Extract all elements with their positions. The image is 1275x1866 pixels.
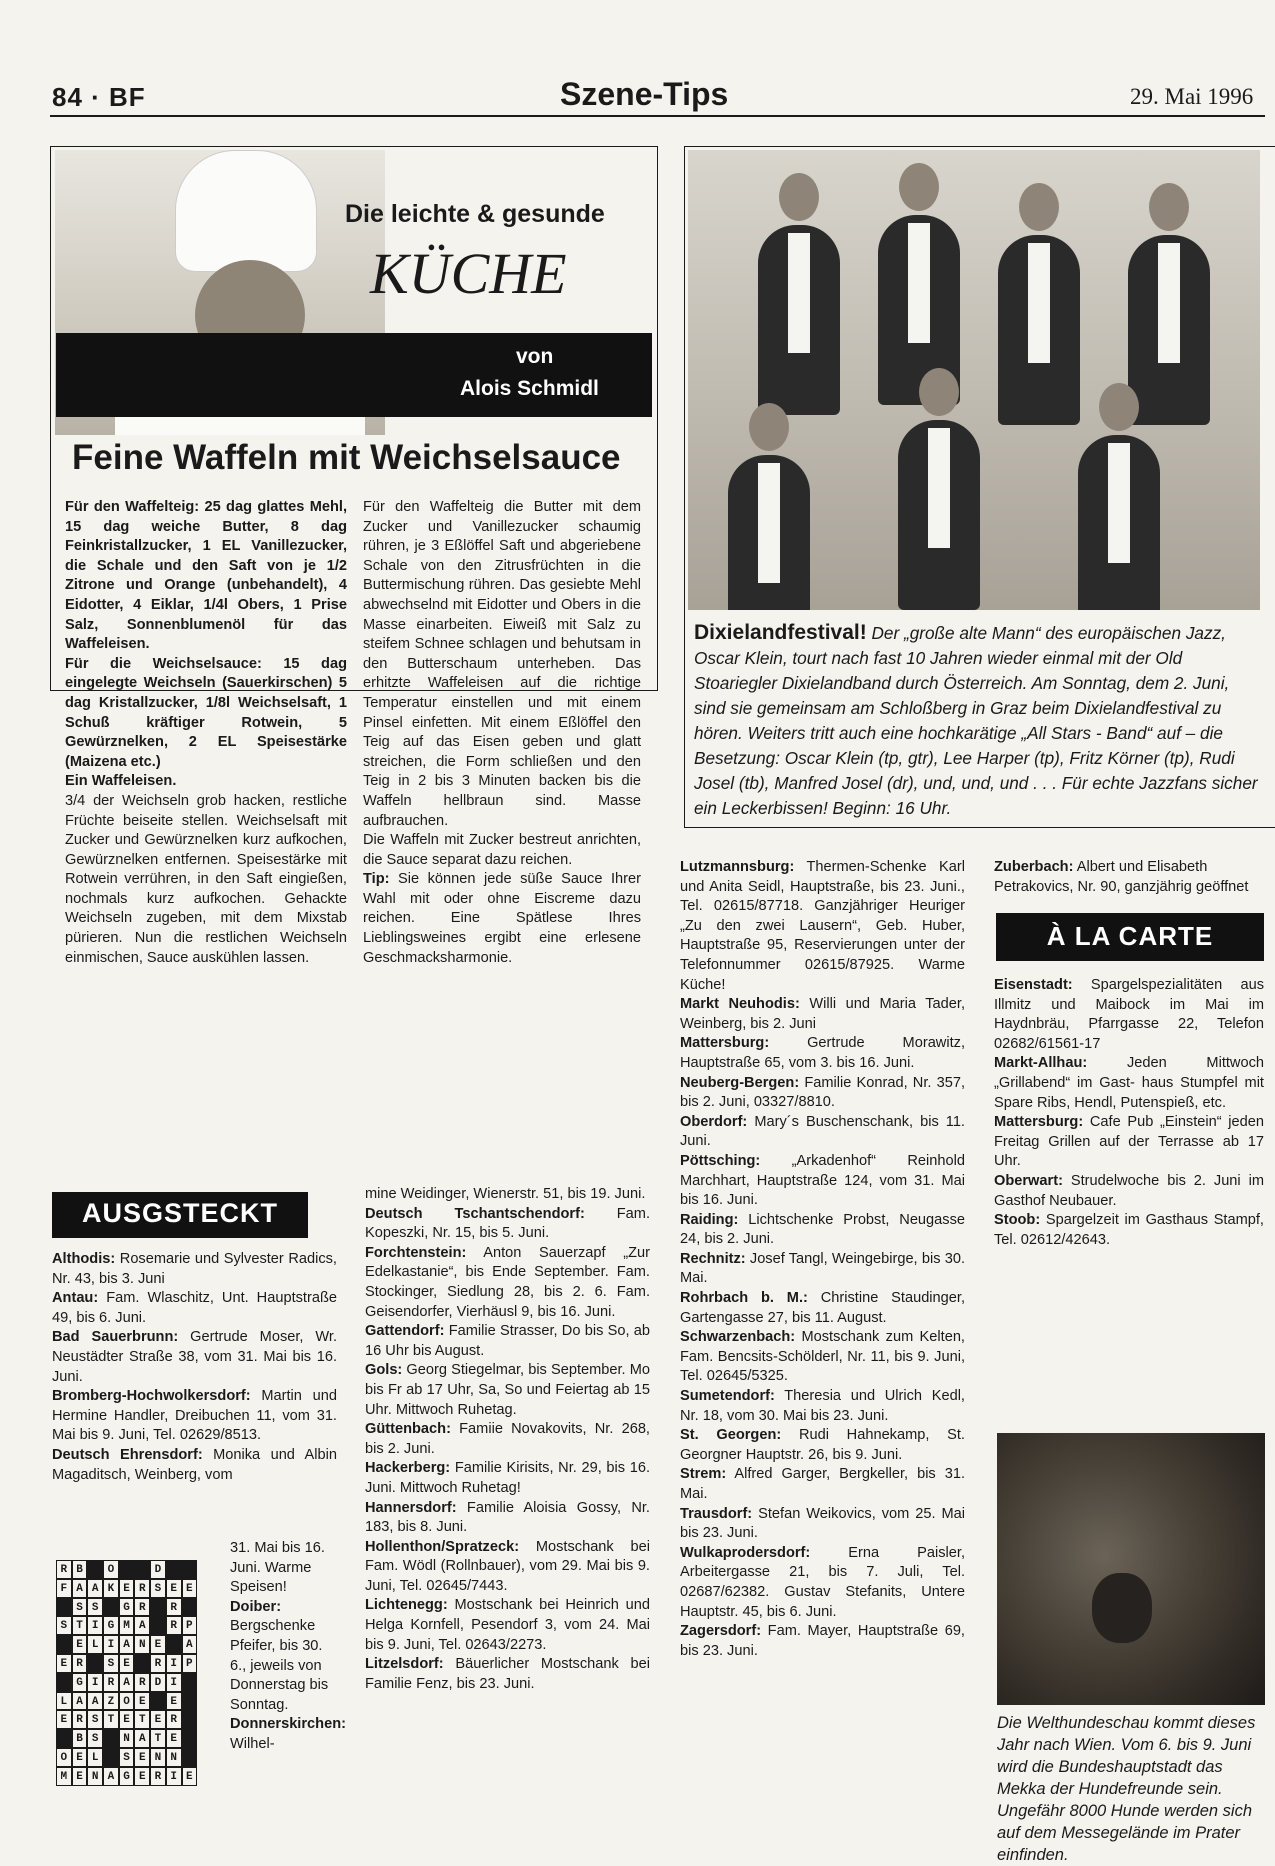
author-name: Alois Schmidl [460, 377, 599, 400]
crossword-cell: S [150, 1579, 166, 1598]
place-text: Strudelwoche bis 2. Juni im Gasthof Neubauer. [994, 1172, 1264, 1209]
recipe-tip [363, 870, 641, 968]
place-name: Doiber: [230, 1598, 282, 1615]
crossword-cell: R [103, 1673, 119, 1692]
dixie-text: Der „große alte Mann“ des europäischen Jazz, Oscar Klein, tourt nach fast 10 Jahren wieder einmal mit der Old Stoariegler Dixielandband durch Österreich. Am Sonntag, dem 2. Juni, sind sie gemeinsam am Schloßberg in Graz beim Dixielandfestival zu hören. Weiters tritt auch eine hochkarätige „All Stars - Band“ auf – die Besetzung: Oscar Klein (tp, gtr), Lee Harper (tp), Fritz Körner (tp), Rudi Josel (tb), Manfred Josel (dr), und, und, und . . . Für echte Jazzfans sicher ein Leckerbissen! Beginn: 16 Uhr. [694, 623, 1258, 818]
place-text: Georg Stiegelmar, bis September. Mo bis Fr ab 17 Uhr, Sa, So und Feiertag ab 15 Uhr. Mittwoch Ruhetag. [365, 1362, 650, 1418]
crossword-cell: A [134, 1729, 150, 1748]
place-text: Theresia und Ulrich Kedl, Nr. 18, vom 30. Mai bis 23. Juni. [680, 1388, 965, 1424]
crossword-cell: B [72, 1729, 88, 1748]
crossword-row [56, 1710, 213, 1729]
place-text: Familie Strasser, Do bis So, ab 16 Uhr bis August. [365, 1323, 650, 1359]
crossword-cell: T [150, 1729, 166, 1748]
crossword-cell: T [134, 1710, 150, 1729]
crossword-cell: N [166, 1748, 182, 1767]
ingredient-paragraph: 3/4 der Weichseln grob hacken, restliche Früchte beiseite stellen. Weichselsaft mit Zucker und Gewürznelken kurz aufkochen, Gewürznelken entfernen. Speisestärke mit Rotwein verrühren, in den Saft eingießen, nochmals kurz aufkochen. Gehackte Weichseln zugeben, mit dem Mixstab pürieren. Nun die restlichen Weichseln einmischen, Sauce auskühlen lassen. [65, 792, 347, 966]
place-name: Güttenbach: [365, 1421, 451, 1438]
place-text: Wilhel- [230, 1735, 275, 1752]
place-name: Antau: [52, 1290, 99, 1307]
place-name: Mattersburg: [994, 1114, 1084, 1131]
crossword-cell: E [56, 1710, 72, 1729]
recipe-title: Feine Waffeln mit Weichselsauce [72, 438, 621, 477]
place-name: Zagersdorf: [680, 1623, 762, 1640]
list-item [994, 858, 1264, 897]
list-item [365, 1655, 650, 1694]
place-name: Neuberg-Bergen: [680, 1074, 800, 1091]
crossword-row [56, 1598, 213, 1617]
list-item [365, 1420, 650, 1459]
crossword-cell [134, 1560, 150, 1579]
list-item [52, 1250, 337, 1289]
place-name: Oberwart: [994, 1172, 1063, 1189]
place-name: St. Georgen: [680, 1427, 782, 1444]
place-name: Stoob: [994, 1212, 1041, 1229]
crossword-cell: I [87, 1616, 103, 1635]
crossword-cell: E [119, 1579, 135, 1598]
crossword-cell: O [56, 1748, 72, 1767]
place-text: Fam. Mayer, Hauptstraße 69, bis 23. Juni. [680, 1623, 965, 1659]
place-name: Gols: [365, 1362, 403, 1379]
crossword-cell: N [119, 1729, 135, 1748]
place-name: Hollenthon/Spratzeck: [365, 1538, 520, 1555]
instructions-text: Für den Waffelteig die Butter mit dem Zucker und Vanillezucker schaumig rühren, je 3 Eßlöffel Saft und abgeriebene Schale von den Zitrusfrüchten in die Buttermischung rühren. Das gesiebte Mehl abwechselnd mit Eidotter und Obers in die Masse einarbeiten. Eiweiß mit Salz zu steifem Schnee schlagen und behutsam in den Butterschaum unterheben. Das erhitzte Waffeleisen auf die richtige Temperatur einstellen und mit einem Pinsel einfetten. Mit einem Eßlöffel den Teig auf das Eisen geben und glatt streichen, die Form schließen und den Teig in 2 bis 3 Minuten backen bis die Waffeln hellbraun sind. Masse aufbrauchen. [363, 499, 641, 829]
place-name: Bad Sauerbrunn: [52, 1329, 179, 1346]
list-item [680, 1289, 965, 1328]
crossword-cell: L [87, 1635, 103, 1654]
crossword-cell: B [72, 1560, 88, 1579]
place-name: Pöttsching: [680, 1152, 761, 1169]
crossword-cell: A [119, 1635, 135, 1654]
place-name: Sumetendorf: [680, 1388, 775, 1405]
crossword-row [56, 1767, 213, 1786]
crossword-cell [182, 1729, 198, 1748]
list-item [680, 1505, 965, 1544]
ingredient-paragraph: Ein Waffeleisen. [65, 773, 177, 790]
crossword-cell: O [119, 1692, 135, 1711]
crossword-cell: R [150, 1654, 166, 1673]
place-text: Familie Aloisia Gossy, Nr. 183, bis 8. Juni. [365, 1499, 650, 1536]
column-title: KÜCHE [370, 241, 567, 306]
list-item [680, 1622, 965, 1661]
place-text: mine Weidinger, Wienerstr. 51, bis 19. Juni. [365, 1186, 646, 1202]
list-item [365, 1596, 650, 1655]
place-name: Strem: [680, 1466, 727, 1483]
list-item [365, 1244, 650, 1322]
crossword-cell: O [103, 1560, 119, 1579]
crossword-row [56, 1748, 213, 1767]
place-name: Hannersdorf: [365, 1499, 457, 1516]
band-photo [688, 150, 1260, 610]
ingredient-paragraph: Für die Weichselsauce: 15 dag eingelegte Weichseln (Sauerkirschen) 5 dag Kristallzucker, 1/8l Weichselsaft, 1 Schuß kräftiger Rotwein, 5 Gewürznelken, 2 EL Speisestärke (Maizena etc.) [65, 655, 347, 770]
ausgsteckt-title: AUSGSTECKT [81, 1198, 278, 1228]
crossword-cell [166, 1635, 182, 1654]
list-item [680, 858, 965, 995]
cont-text: 31. Mai bis 16. Juni. Warme Speisen! [230, 1540, 325, 1596]
crossword-cell: E [150, 1710, 166, 1729]
place-text: Mostschank zum Kelten, Fam. Bencsits-Schölderl, Nr. 11, bis 9. Juni, Tel. 02645/5325. [680, 1329, 965, 1385]
crossword-cell [56, 1598, 72, 1617]
crossword-cell [182, 1673, 198, 1692]
list-item [52, 1289, 337, 1328]
issue-date: 29. Mai 1996 [1130, 84, 1254, 109]
list-item [680, 1426, 965, 1465]
list-item [680, 1034, 965, 1073]
author-von: von [516, 345, 554, 368]
crossword-cell [150, 1598, 166, 1617]
crossword-cell [150, 1616, 166, 1635]
crossword-cell: A [134, 1616, 150, 1635]
crossword-row [56, 1616, 213, 1635]
crossword-cell: S [87, 1598, 103, 1617]
crossword-row [56, 1673, 213, 1692]
crossword-cell: F [56, 1579, 72, 1598]
place-text: Fam. Wlaschitz, Unt. Hauptstraße 49, bis 6. Juni. [52, 1290, 337, 1326]
alacarte-title: À LA CARTE [1046, 921, 1214, 951]
crossword-cell: S [119, 1748, 135, 1767]
place-text: Mostschank bei Fam. Wödl (Rollnbauer), vom 29. Mai bis 9. Juni, Tel. 02645/7443. [365, 1538, 650, 1594]
place-name: Wulkaprodersdorf: [680, 1544, 811, 1561]
crossword-cell: R [166, 1598, 182, 1617]
crossword-cell [103, 1748, 119, 1767]
crossword-cell: N [134, 1635, 150, 1654]
list-item [680, 1211, 965, 1250]
crossword-cell: E [119, 1710, 135, 1729]
crossword-cell [87, 1654, 103, 1673]
crossword-cell [182, 1748, 198, 1767]
place-text: Rosemarie und Sylvester Radics, Nr. 43, bis 3. Juni [52, 1251, 337, 1287]
crossword-cell: E [134, 1748, 150, 1767]
crossword-cell: I [103, 1635, 119, 1654]
list-item [994, 1172, 1264, 1211]
place-text: Alfred Garger, Bergkeller, bis 31. Mai. [680, 1466, 965, 1502]
place-name: Mattersburg: [680, 1035, 770, 1052]
crossword-cell: E [72, 1748, 88, 1767]
crossword-cell: E [166, 1579, 182, 1598]
crossword-cell: R [166, 1710, 182, 1729]
place-text: Christine Staudinger, Gartengasse 27, bis 11. August. [680, 1290, 966, 1326]
crossword-row [56, 1692, 213, 1711]
place-name: Rechnitz: [680, 1250, 746, 1267]
crossword-cell [134, 1654, 150, 1673]
page-number: 84 · BF [52, 82, 146, 112]
crossword-cell: T [103, 1710, 119, 1729]
place-name: Althodis: [52, 1251, 116, 1267]
crossword-cell: R [56, 1560, 72, 1579]
place-text: Rudi Hahnekamp, St. Georgner Hauptstr. 26, bis 9. Juni. [680, 1427, 965, 1463]
crossword-cell: N [150, 1748, 166, 1767]
crossword-cell [87, 1560, 103, 1579]
list-item [365, 1205, 650, 1244]
crossword-row [56, 1635, 213, 1654]
crossword-row [56, 1579, 213, 1598]
crossword-cell: S [103, 1654, 119, 1673]
col3-listings [680, 858, 965, 1661]
crossword-cell: E [166, 1692, 182, 1711]
crossword-cell: A [87, 1692, 103, 1711]
crossword-cell: M [56, 1767, 72, 1786]
place-name: Deutsch Ehrensdorf: [52, 1446, 203, 1463]
place-text: Fam. Kopeszki, Nr. 15, bis 5. Juni. [365, 1205, 651, 1242]
crossword-cell: R [166, 1616, 182, 1635]
list-item [52, 1328, 337, 1387]
dixie-title: Dixielandfestival! [694, 621, 867, 644]
crossword-cell: R [72, 1710, 88, 1729]
crossword-cell [103, 1598, 119, 1617]
place-name: Deutsch Tschantschendorf: [365, 1205, 585, 1222]
place-text: Familie Kirisits, Nr. 29, bis 16. Juni. Mittwoch Ruhetag! [365, 1460, 650, 1496]
list-item [680, 1465, 965, 1504]
crossword-cell: E [182, 1579, 198, 1598]
place-text: Mary´s Buschenschank, bis 11. Juni. [680, 1113, 965, 1150]
crossword-cell: E [56, 1654, 72, 1673]
crossword-cell [182, 1710, 198, 1729]
col4-listings [994, 858, 1264, 897]
crossword-row [56, 1729, 213, 1748]
place-name: Markt-Allhau: [994, 1055, 1088, 1072]
list-item [680, 1250, 965, 1289]
crossword-cell: E [119, 1654, 135, 1673]
crossword-cell [182, 1560, 198, 1579]
place-name: Schwarzenbach: [680, 1329, 796, 1346]
place-text: Martin und Hermine Handler, Dreibuchen 11, vom 31. Mai bis 9. Juni, Tel. 02629/8513. [52, 1388, 337, 1444]
place-name: Raiding: [680, 1211, 739, 1228]
crossword-cell: E [134, 1692, 150, 1711]
crossword-cell: G [103, 1616, 119, 1635]
crossword-cell: E [134, 1767, 150, 1786]
crossword-cell: S [87, 1710, 103, 1729]
place-text: Stefan Weikovics, vom 25. Mai bis 23. Juni. [680, 1505, 965, 1542]
place-name: Trausdorf: [680, 1505, 753, 1522]
place-text: Willi und Maria Tader, Weinberg, bis 2. Juni [680, 996, 966, 1032]
crossword-cell: I [87, 1673, 103, 1692]
crossword-cell: D [150, 1673, 166, 1692]
crossword-cell: P [182, 1654, 198, 1673]
place-text: Bäuerlicher Mostschank bei Familie Fenz, bis 23. Juni. [365, 1656, 650, 1692]
crossword-cell [182, 1598, 198, 1617]
place-name: Hackerberg: [365, 1460, 451, 1477]
crossword-row [56, 1560, 213, 1579]
crossword-cell: K [103, 1579, 119, 1598]
crossword-cell: P [182, 1616, 198, 1635]
list-item [365, 1185, 650, 1205]
dog-caption: Die Welthundeschau kommt dieses Jahr nach Wien. Vom 6. bis 9. Juni wird die Bundeshauptstadt das Mekka der Hundefreunde sein. Ungefähr 8000 Hunde werden sich auf dem Messegelände im Prater einfinden. [997, 1714, 1256, 1864]
place-name: Gattendorf: [365, 1323, 445, 1340]
crossword-cell: L [56, 1692, 72, 1711]
crossword-cell [56, 1729, 72, 1748]
place-name: Litzelsdorf: [365, 1656, 444, 1673]
place-text: Cafe Pub „Einstein“ jeden Freitag Grillen auf der Terrasse ab 17 Uhr. [994, 1114, 1264, 1170]
recipe-instructions [363, 498, 641, 968]
place-text: Mostschank bei Heinrich und Helga Kornfell, Pesendorf 3, vom 24. Mai bis 9. Juni, Tel. 02643/2273. [365, 1597, 650, 1653]
list-item [994, 1054, 1264, 1113]
crossword-cell: S [56, 1616, 72, 1635]
crossword-cell: E [72, 1635, 88, 1654]
place-text: Anton Sauerzapf „Zur Edelkastanie“, bis Ende September. Fam. Stockinger, Siedlung 28, bis 2. 6. Fam. Geisendorfer, Vierhäusl 9, bis 16. Juni. [365, 1244, 650, 1320]
crossword-cell [182, 1692, 198, 1711]
place-text: Thermen-Schenke Karl und Anita Seidl, Hauptstraße, bis 23. Juni., Tel. 02615/87718. Ganzjähriger Heuriger „Zu den zwei Lausern“, Geb. Huber, Hauptstraße 95, Reservierungen unter der Telefonnummer 02615/87925. Warme Küche! [680, 859, 965, 993]
crossword-cell [150, 1692, 166, 1711]
dog-photo [997, 1433, 1265, 1705]
crossword-cell: A [103, 1767, 119, 1786]
place-text: Monika und Albin Magaditsch, Weinberg, vom [52, 1446, 337, 1483]
header-rule [50, 115, 1265, 117]
crossword-cell: G [119, 1767, 135, 1786]
list-item [680, 1152, 965, 1211]
place-name: Lichtenegg: [365, 1597, 448, 1614]
tip-label: Tip: [363, 871, 390, 888]
list-item [994, 1113, 1264, 1172]
crossword-cell: A [72, 1692, 88, 1711]
place-name: Eisenstadt: [994, 977, 1073, 993]
place-text: Albert und Elisabeth Petrakovics, Nr. 90, ganzjährig geöffnet [994, 859, 1249, 895]
ausgsteckt-listings [52, 1250, 337, 1485]
list-item [365, 1538, 650, 1597]
list-item [680, 1074, 965, 1113]
crossword-cell: G [119, 1598, 135, 1617]
list-item [230, 1598, 337, 1716]
crossword-cell: R [150, 1767, 166, 1786]
crossword-cell: R [72, 1654, 88, 1673]
place-text: Famiie Novakovits, Nr. 268, bis 2. Juni. [365, 1421, 650, 1457]
list-item [365, 1322, 650, 1361]
list-item [680, 995, 965, 1034]
ausgsteckt-cont [230, 1539, 346, 1755]
crossword-cell: R [134, 1579, 150, 1598]
place-text: Bergschenke Pfeifer, bis 30. 6., jeweils von Donnerstag bis Sonntag. [230, 1618, 329, 1713]
list-item [365, 1459, 650, 1498]
tip-text: Sie können jede süße Sauce Ihrer Wahl mit oder ohne Eiscreme dazu reichen. Eine Spätlese Ihres Lieblingsweines ergibt eine erlesene Geschmacksharmonie. [363, 871, 641, 966]
place-text: Gertrude Moser, Wr. Neustädter Straße 38, vom 31. Mai bis 16. Juni. [52, 1329, 337, 1385]
crossword-cell: Z [103, 1692, 119, 1711]
crossword-cell: E [150, 1635, 166, 1654]
place-text: Lichtschenke Probst, Neugasse 24, bis 2. Juni. [680, 1211, 965, 1248]
list-item [52, 1387, 337, 1446]
crossword-cell: D [150, 1560, 166, 1579]
place-name: Donnerskirchen: [230, 1716, 346, 1733]
list-item [680, 1113, 965, 1152]
crossword-cell: G [72, 1673, 88, 1692]
crossword-cell: A [119, 1673, 135, 1692]
crossword-cell: R [134, 1598, 150, 1617]
crossword-cell [166, 1560, 182, 1579]
place-name: Bromberg-Hochwolkersdorf: [52, 1388, 251, 1405]
crossword-cell: E [182, 1767, 198, 1786]
crossword-cell: I [166, 1654, 182, 1673]
dixie-article [694, 620, 1259, 821]
list-item [365, 1361, 650, 1420]
list-item [680, 1544, 965, 1622]
list-item [680, 1328, 965, 1387]
crossword-cell: S [72, 1598, 88, 1617]
crossword-cell: E [166, 1729, 182, 1748]
crossword-cell: L [87, 1748, 103, 1767]
crossword-cell [56, 1673, 72, 1692]
crossword-cell: M [119, 1616, 135, 1635]
crossword-cell: R [134, 1673, 150, 1692]
crossword-cell: A [72, 1579, 88, 1598]
crossword-cell [119, 1560, 135, 1579]
place-text: Familie Konrad, Nr. 357, bis 2. Juni, 03327/8810. [680, 1074, 965, 1111]
instructions-serving: Die Waffeln mit Zucker bestreut anrichten, die Sauce separat dazu reichen. [363, 832, 641, 868]
crossword-cell: A [87, 1579, 103, 1598]
crossword-cell: E [72, 1767, 88, 1786]
place-name: Lutzmannsburg: [680, 859, 795, 875]
ingredient-paragraph: Für den Waffelteig: 25 dag glattes Mehl, 15 dag weiche Butter, 8 dag Feinkristallzucker, 1 EL Vanillezucker, die Schale und den Saft von je 1/2 Zitrone und Orange (unbehandelt), 4 Eidotter, 4 Eiklar, 1/4l Obers, 1 Prise Salz, Sonnenblumenöl für das Waffeleisen. [65, 499, 347, 653]
place-text: Erna Paisler, Arbeitergasse 21, bis 7. Juli, Tel. 02687/62382. Gustav Stefanits, Untere Hauptstr. 45, bis 6. Juni. [680, 1544, 965, 1620]
crossword-solution [56, 1560, 213, 1783]
place-name: Oberdorf: [680, 1113, 748, 1130]
recipe-ingredients [65, 498, 347, 968]
author-bar [56, 333, 652, 417]
place-text: „Arkadenhof“ Reinhold Marchhart, Hauptstraße 124, vom 31. Mai bis 16. Juni. [680, 1152, 965, 1209]
place-text: Jeden Mittwoch „Grillabend“ im Gast- haus Stumpfel mit Spare Ribs, Hendl, Putenspieß, etc. [994, 1055, 1264, 1111]
crossword-cell: S [87, 1729, 103, 1748]
list-item [52, 1446, 337, 1485]
place-text: Spargelspezialitäten aus Illmitz und Maibock im Mai im Haydnbräu, Pfarrgasse 22, Telefon 02682/61561-17 [994, 977, 1264, 1052]
crossword-cell [103, 1729, 119, 1748]
list-item [994, 976, 1264, 1054]
section-title: Szene-Tips [560, 76, 729, 112]
place-text: Josef Tangl, Weingebirge, bis 30. Mai. [680, 1250, 965, 1287]
list-item [680, 1387, 965, 1426]
list-item [230, 1715, 346, 1754]
place-name: Forchtenstein: [365, 1244, 467, 1261]
place-name: Rohrbach b. M.: [680, 1290, 808, 1307]
place-name: Markt Neuhodis: [680, 996, 800, 1013]
place-text: Gertrude Morawitz, Hauptstraße 65, vom 3. bis 16. Juni. [680, 1035, 965, 1071]
crossword-cell: I [166, 1673, 182, 1692]
place-name: Zuberbach: [994, 859, 1074, 875]
crossword-cell [56, 1635, 72, 1654]
list-item [994, 1211, 1264, 1250]
crossword-cell: A [182, 1635, 198, 1654]
column-subtitle: Die leichte & gesunde [345, 200, 605, 228]
place-text: Spargelzeit im Gasthaus Stampf, Tel. 02612/42643. [994, 1212, 1264, 1248]
crossword-cell: T [72, 1616, 88, 1635]
crossword-cell: N [87, 1767, 103, 1786]
list-item [365, 1499, 650, 1538]
col2-listings [365, 1185, 650, 1694]
crossword-row [56, 1654, 213, 1673]
crossword-cell: I [166, 1767, 182, 1786]
alacarte-listings [994, 976, 1264, 1250]
